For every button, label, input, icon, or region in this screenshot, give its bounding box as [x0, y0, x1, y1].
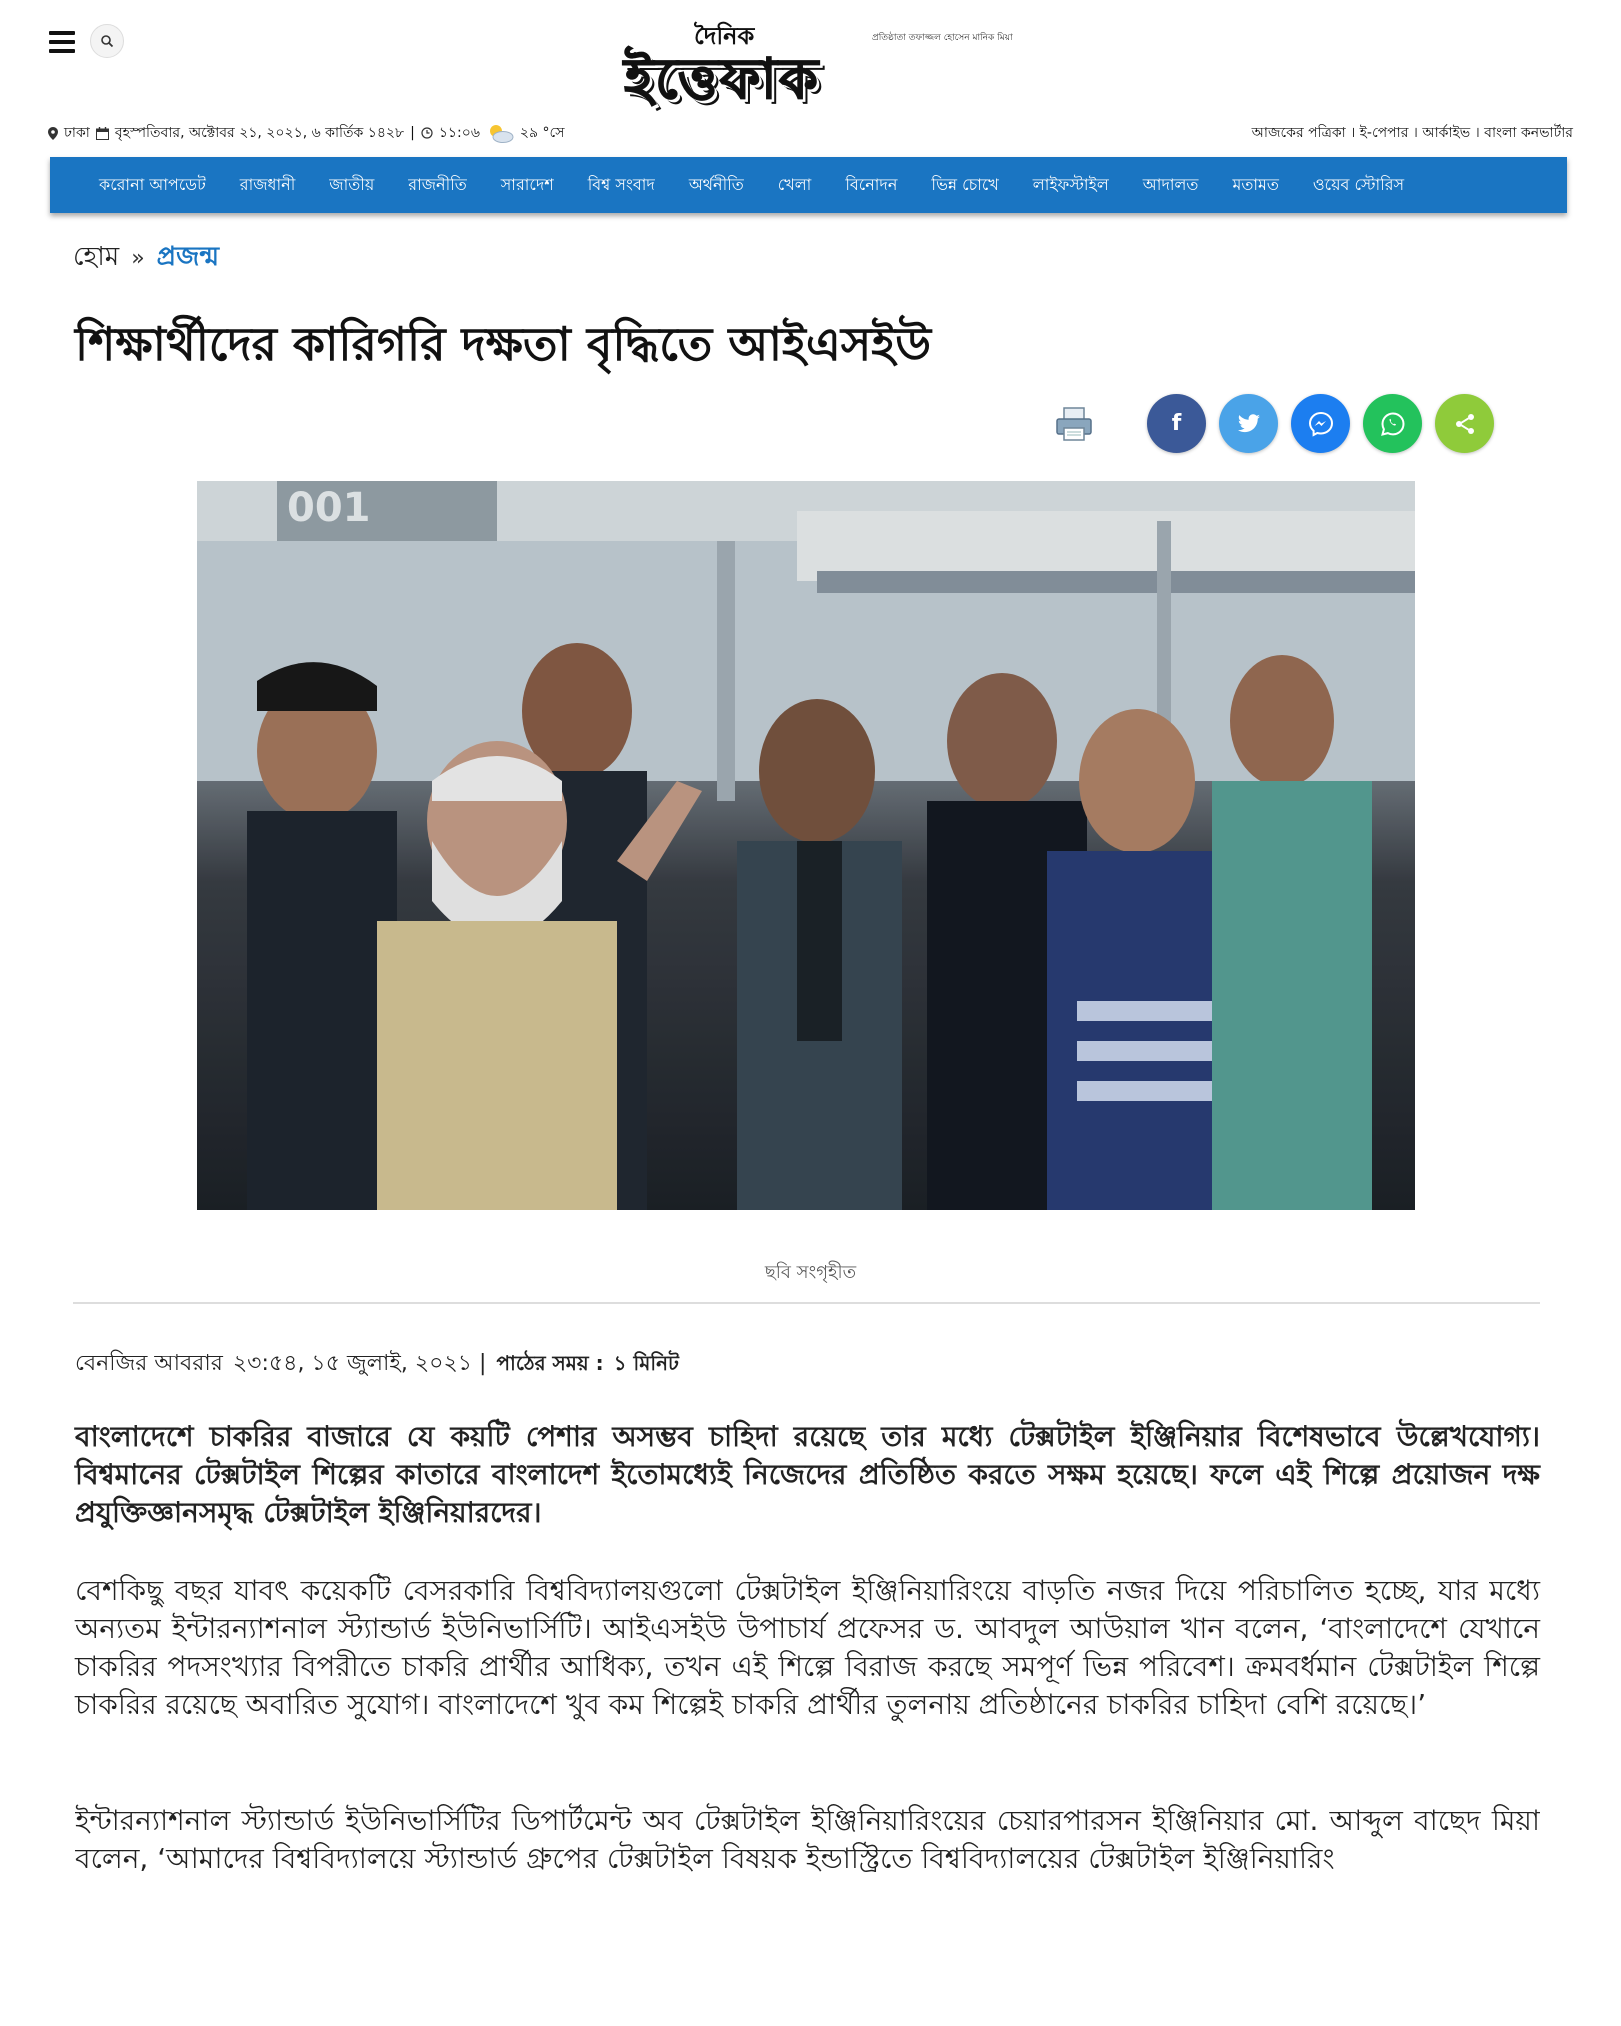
- article-meta: [75, 1346, 679, 1383]
- nav-item-lifestyle[interactable]: লাইফস্টাইল: [1032, 174, 1109, 194]
- twitter-share-button[interactable]: [1219, 394, 1278, 453]
- top-links[interactable]: আজকের পত্রিকা । ই-পেপার । আর্কাইভ । বাংলা কনভার্টার: [1251, 125, 1573, 141]
- location-pin-icon: [48, 127, 58, 140]
- calendar-icon: [96, 127, 109, 140]
- nav-item-countrywide[interactable]: সারাদেশ: [500, 174, 554, 194]
- reading-time-label: পাঠের সময় :: [496, 1351, 604, 1375]
- nav-item-different-view[interactable]: ভিন্ন চোখে: [931, 174, 999, 194]
- breadcrumb-home[interactable]: হোম: [73, 242, 120, 272]
- nav-item-economy[interactable]: অর্থনীতি: [688, 174, 744, 194]
- share-buttons: [1147, 394, 1494, 453]
- logo-tagline: প্রতিষ্ঠাতা তফাজ্জল হোসেন মানিক মিয়া: [872, 33, 1013, 43]
- logo-big-text: ইত্তেফাক: [624, 47, 821, 112]
- info-bar: [48, 121, 1573, 143]
- date-text: বৃহস্পতিবার, অক্টোবর ২১, ২০২১, ৬ কার্তিক ১৪২৮: [114, 125, 405, 141]
- nav-item-opinion[interactable]: মতামত: [1232, 174, 1279, 194]
- whatsapp-icon: [1380, 411, 1406, 437]
- partly-cloudy-icon: [486, 123, 514, 143]
- nav-item-sports[interactable]: খেলা: [777, 174, 812, 194]
- temperature-text: ২৯ °সে: [519, 125, 565, 141]
- facebook-icon: f: [1171, 411, 1182, 436]
- nav-item-web-stories[interactable]: ওয়েব স্টোরিস: [1312, 174, 1405, 194]
- nav-item-entertainment[interactable]: বিনোদন: [845, 174, 898, 194]
- nav-item-corona-update[interactable]: করোনা আপডেট: [99, 174, 206, 194]
- facebook-share-button[interactable]: [1147, 394, 1206, 453]
- photo-caption: ছবি সংগৃহীত: [764, 1262, 857, 1283]
- info-left: ঢাকা বৃহস্পতিবার, অক্টোবর ২১, ২০২১, ৬ কার্তিক ১৪২৮ | ১১:০৬ ২৯ °সে: [48, 121, 565, 145]
- article-headline: শিক্ষার্থীদের কারিগরি দক্ষতা বৃদ্ধিতে আইএসইউ: [75, 317, 932, 371]
- breadcrumb-separator: »: [131, 245, 145, 271]
- nav-item-national[interactable]: জাতীয়: [329, 174, 375, 194]
- author-name[interactable]: বেনজির আবরার: [75, 1351, 223, 1376]
- nav-item-court[interactable]: আদালত: [1142, 174, 1199, 194]
- article-paragraph: ইন্টারন্যাশনাল স্ট্যান্ডার্ড ইউনিভার্সিটির ডিপার্টমেন্ট অব টেক্সটাইল ইঞ্জিনিয়ারিংয়ের চেয়ারপারসন ইঞ্জিনিয়ার মো. আব্দুল বাছেদ মিয়া বলেন, ‘আমাদের বিশ্ববিদ্যালয়ে স্ট্যান্ডার্ড গ্রুপের টেক্সটাইল বিষয়ক ইন্ডাস্ট্রিতে বিশ্ববিদ্যালয়ের টেক্সটাইল ইঞ্জিনিয়ারিং: [75, 1804, 1540, 1875]
- nav-item-politics[interactable]: রাজনীতি: [408, 174, 467, 194]
- breadcrumb: [73, 236, 219, 280]
- main-navigation: [50, 157, 1567, 213]
- search-icon: [100, 34, 114, 48]
- nav-item-world-news[interactable]: বিশ্ব সংবাদ: [587, 174, 655, 194]
- messenger-share-button[interactable]: [1291, 394, 1350, 453]
- time-text: ১১:০৬: [438, 125, 480, 141]
- twitter-icon: [1237, 414, 1261, 434]
- article-photo: [197, 481, 1415, 1210]
- publish-datetime: ২৩:৫৪, ১৫ জুলাই, ২০২১ |: [232, 1351, 487, 1376]
- reading-time-value: ১ মিনিট: [613, 1351, 679, 1375]
- nav-item-capital[interactable]: রাজধানী: [239, 174, 296, 194]
- hamburger-menu-icon[interactable]: [49, 31, 75, 53]
- site-logo[interactable]: [624, 18, 1013, 112]
- search-button[interactable]: [90, 24, 124, 58]
- whatsapp-share-button[interactable]: [1363, 394, 1422, 453]
- share-icon: [1453, 412, 1477, 436]
- messenger-icon: [1308, 411, 1334, 437]
- article-paragraph: বেশকিছু বছর যাবৎ কয়েকটি বেসরকারি বিশ্ববিদ্যালয়গুলো টেক্সটাইল ইঞ্জিনিয়ারিংয়ে বাড়তি নজর দিয়ে পরিচালিত হচ্ছে, যার মধ্যে অন্যতম ইন্টারন্যাশনাল স্ট্যান্ডার্ড ইউনিভার্সিটি। আইএসইউ উপাচার্য প্রফেসর ড. আবদুল আউয়াল খান বলেন, ‘বাংলাদেশে যেখানে চাকরির পদসংখ্যার বিপরীতে চাকরি প্রার্থীর আধিক্য, তখন এই শিল্পে বিরাজ করছে সমপূর্ণ ভিন্ন পরিবেশ। ক্রমবর্ধমান টেক্সটাইল শিল্পে চাকরির রয়েছে অবারিত সুযোগ। বাংলাদেশে খুব কম শিল্পেই চাকরি প্রার্থীর তুলনায় প্রতিষ্ঠানের চাকরির চাহিদা বেশি রয়েছে।’: [75, 1574, 1540, 1721]
- more-share-button[interactable]: [1435, 394, 1494, 453]
- clock-icon: [421, 127, 433, 139]
- print-icon[interactable]: [1054, 404, 1094, 444]
- divider: [73, 1302, 1540, 1304]
- breadcrumb-section[interactable]: প্রজন্ম: [156, 242, 220, 272]
- location-text: ঢাকা: [64, 125, 90, 141]
- logo-small-text: দৈনিক: [694, 22, 755, 50]
- article-lead-paragraph: বাংলাদেশে চাকরির বাজারে যে কয়টি পেশার অসম্ভব চাহিদা রয়েছে তার মধ্যে টেক্সটাইল ইঞ্জিনিয়ার বিশেষভাবে উল্লেখযোগ্য। বিশ্বমানের টেক্সটাইল শিল্পের কাতারে বাংলাদেশ ইতোমধ্যেই নিজেদের প্রতিষ্ঠিত করতে সক্ষম হয়েছে। ফলে এই শিল্পে প্রয়োজন দক্ষ প্রযুক্তিজ্ঞানসমৃদ্ধ টেক্সটাইল ইঞ্জিনিয়ারদের।: [75, 1420, 1540, 1529]
